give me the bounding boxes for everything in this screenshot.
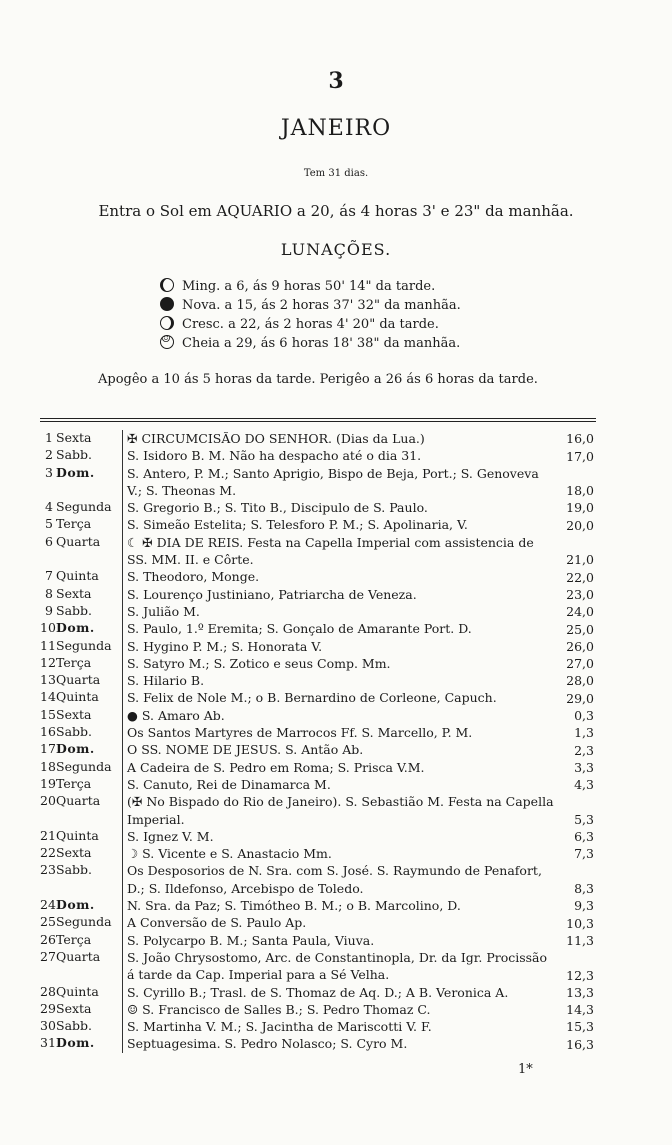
table-row: [40, 793, 596, 828]
day-number: 23: [40, 862, 56, 878]
signature-mark: 1*: [518, 1062, 533, 1077]
day-number: 14: [40, 689, 56, 705]
weekday: Quarta: [56, 672, 101, 688]
table-row: [40, 1035, 596, 1052]
table-row: [40, 603, 596, 620]
full-moon-icon: [160, 335, 174, 349]
day-description: ✠ CIRCUMCISÃO DO SENHOR. (Dias da Lua.): [122, 430, 557, 447]
day-description: S. Theodoro, Monge.: [122, 568, 557, 585]
moon-age: 22,0: [566, 569, 594, 585]
weekday: Terça: [56, 654, 92, 670]
table-row: [40, 1018, 596, 1035]
day-number: 24: [40, 897, 56, 913]
day-description: S. Hilario B.: [122, 672, 557, 689]
moon-age: 19,0: [566, 500, 594, 516]
weekday: Quarta: [56, 793, 101, 809]
weekday: Sexta: [56, 430, 92, 445]
lunation-full: [160, 335, 460, 351]
weekday: Dom.: [56, 620, 95, 636]
day-description: ☺ S. Francisco de Salles B.; S. Pedro Thomaz C.: [122, 1001, 557, 1018]
moon-age: 29,0: [566, 690, 594, 706]
calendar-table: [40, 430, 596, 1053]
day-number: 22: [40, 845, 56, 861]
moon-age: 17,0: [566, 448, 594, 464]
table-row: [40, 499, 596, 516]
table-row: [40, 620, 596, 637]
day-description: S. Ignez V. M.: [122, 828, 557, 845]
moon-age: 16,3: [566, 1036, 594, 1052]
weekday: Sabb.: [56, 602, 92, 618]
top-rule-double: [40, 421, 596, 422]
weekday: Dom.: [56, 1035, 95, 1051]
lunation-waxing: [160, 316, 439, 332]
weekday: Sabb.: [56, 724, 92, 740]
weekday: Dom.: [56, 741, 95, 757]
day-number: 26: [40, 931, 56, 947]
day-number: 8: [45, 585, 53, 601]
moon-age: 27,0: [566, 656, 594, 672]
day-number: 20: [40, 793, 56, 809]
day-number: 5: [45, 516, 53, 532]
moon-age: 4,3: [574, 777, 594, 793]
table-row: [40, 430, 596, 447]
day-number: 28: [40, 983, 56, 999]
weekday: Quinta: [56, 983, 99, 999]
table-row: [40, 932, 596, 949]
day-description: Septuagesima. S. Pedro Nolasco; S. Cyro M.: [122, 1035, 557, 1052]
moon-age: 23,0: [566, 586, 594, 602]
weekday: Sexta: [56, 845, 92, 861]
day-description: S. Gregorio B.; S. Tito B., Discipulo de S. Paulo.: [122, 499, 557, 516]
day-number: 17: [40, 741, 56, 757]
day-number: 19: [40, 775, 56, 791]
moon-age: 10,3: [566, 915, 594, 931]
lunation-text: Cresc. a 22, ás 2 horas 4' 20" da tarde.: [182, 317, 439, 332]
weekday: Sexta: [56, 706, 92, 722]
weekday: Sabb.: [56, 1018, 92, 1034]
moon-age: 20,0: [566, 517, 594, 533]
days-note: Tem 31 dias.: [303, 168, 369, 179]
weekday: Dom.: [56, 897, 95, 913]
waning-moon-icon: [160, 278, 174, 292]
lunation-new: [160, 297, 461, 313]
table-row: [40, 707, 596, 724]
day-number: 31: [40, 1035, 56, 1051]
moon-age: 2,3: [574, 742, 594, 758]
moon-age: 26,0: [566, 638, 594, 654]
day-number: 27: [40, 948, 56, 964]
weekday: Terça: [56, 775, 92, 791]
table-row: [40, 586, 596, 603]
weekday: Segunda: [56, 499, 112, 515]
moon-age: 11,3: [566, 932, 594, 948]
moon-age: 6,3: [574, 829, 594, 845]
day-description: S. Canuto, Rei de Dinamarca M.: [122, 776, 557, 793]
table-row: [40, 984, 596, 1001]
moon-age: 3,3: [574, 759, 594, 775]
moon-age: 5,3: [574, 811, 594, 827]
day-number: 16: [40, 724, 56, 740]
table-row: [40, 655, 596, 672]
lunation-text: Cheia a 29, ás 6 horas 18' 38" da manhãa.: [182, 336, 461, 351]
day-number: 12: [40, 654, 56, 670]
table-row: [40, 897, 596, 914]
table-row: [40, 534, 596, 569]
day-description: O SS. NOME DE JESUS. S. Antão Ab.: [122, 741, 557, 758]
moon-age: 28,0: [566, 673, 594, 689]
day-number: 30: [40, 1018, 56, 1034]
table-row: [40, 689, 596, 706]
table-row: [40, 949, 596, 984]
moon-age: 18,0: [566, 483, 594, 499]
table-row: [40, 828, 596, 845]
day-number: 21: [40, 827, 56, 843]
day-number: 15: [40, 706, 56, 722]
day-number: 29: [40, 1000, 56, 1016]
table-row: [40, 568, 596, 585]
table-row: [40, 759, 596, 776]
table-row: [40, 1001, 596, 1018]
day-description: (✠ No Bispado do Rio de Janeiro). S. Sebastião M. Festa na Capella Imperial.: [122, 793, 557, 828]
moon-age: 8,3: [574, 881, 594, 897]
day-description: ● S. Amaro Ab.: [122, 707, 557, 724]
day-number: 25: [40, 914, 56, 930]
day-number: 1: [45, 430, 53, 445]
table-row: [40, 672, 596, 689]
weekday: Quinta: [56, 689, 99, 705]
weekday: Sabb.: [56, 862, 92, 878]
moon-age: 13,3: [566, 984, 594, 1000]
new-moon-icon: [160, 297, 174, 311]
weekday: Segunda: [56, 758, 112, 774]
weekday: Segunda: [56, 914, 112, 930]
lunation-text: Ming. a 6, ás 9 horas 50' 14" da tarde.: [182, 279, 436, 294]
weekday: Quinta: [56, 568, 99, 584]
day-description: ☽ S. Vicente e S. Anastacio Mm.: [122, 845, 557, 862]
moon-age: 12,3: [566, 967, 594, 983]
day-description: A Cadeira de S. Pedro em Roma; S. Prisca V.M.: [122, 759, 557, 776]
moon-age: 0,3: [574, 708, 594, 724]
moon-age: 9,3: [574, 898, 594, 914]
moon-age: 14,3: [566, 1002, 594, 1018]
moon-age: 25,0: [566, 621, 594, 637]
day-description: A Conversão de S. Paulo Ap.: [122, 914, 557, 931]
sun-entry-note: Entra o Sol em AQUARIO a 20, ás 4 horas 3' e 23" da manhãa.: [98, 202, 574, 220]
day-number: 6: [45, 533, 53, 549]
day-description: S. Simeão Estelita; S. Telesforo P. M.; S. Apolinaria, V.: [122, 516, 557, 533]
weekday: Terça: [56, 516, 92, 532]
lunations-heading: LUNAÇÕES.: [280, 240, 392, 259]
day-description: S. Martinha V. M.; S. Jacintha de Mariscotti V. F.: [122, 1018, 557, 1035]
day-description: S. Lourenço Justiniano, Patriarcha de Veneza.: [122, 586, 557, 603]
table-row: [40, 776, 596, 793]
table-row: [40, 862, 596, 897]
day-description: S. Antero, P. M.; Santo Aprigio, Bispo de Beja, Port.; S. Genoveva V.; S. Theonas M.: [122, 465, 557, 500]
table-row: [40, 447, 596, 464]
page-number: 3: [328, 68, 344, 94]
moon-age: 1,3: [574, 725, 594, 741]
table-row: [40, 724, 596, 741]
moon-age: 15,3: [566, 1019, 594, 1035]
day-description: S. Felix de Nole M.; o B. Bernardino de Corleone, Capuch.: [122, 689, 557, 706]
day-description: S. Isidoro B. M. Não ha despacho até o dia 31.: [122, 447, 557, 464]
day-description: S. Hygino P. M.; S. Honorata V.: [122, 638, 557, 655]
weekday: Dom.: [56, 464, 95, 480]
month-title: JANEIRO: [280, 116, 392, 141]
table-row: [40, 914, 596, 931]
weekday: Sexta: [56, 1000, 92, 1016]
day-description: N. Sra. da Paz; S. Timótheo B. M.; o B. Marcolino, D.: [122, 897, 557, 914]
day-description: S. João Chrysostomo, Arc. de Constantinopla, Dr. da Igr. Procissão á tarde da Cap. Imperial para a Sé Velha.: [122, 949, 557, 984]
weekday: Sexta: [56, 585, 92, 601]
table-row: [40, 638, 596, 655]
table-row: [40, 516, 596, 533]
lunation-text: Nova. a 15, ás 2 horas 37' 32" da manhãa.: [182, 298, 461, 313]
table-row: [40, 845, 596, 862]
table-row: [40, 465, 596, 500]
day-description: S. Julião M.: [122, 603, 557, 620]
waxing-moon-icon: [160, 316, 174, 330]
day-number: 2: [45, 447, 53, 463]
day-description: S. Cyrillo B.; Trasl. de S. Thomaz de Aq. D.; A B. Veronica A.: [122, 984, 557, 1001]
day-description: S. Satyro M.; S. Zotico e seus Comp. Mm.: [122, 655, 557, 672]
day-number: 3: [45, 464, 53, 480]
day-description: Os Santos Martyres de Marrocos Ff. S. Marcello, P. M.: [122, 724, 557, 741]
day-number: 7: [45, 568, 53, 584]
weekday: Terça: [56, 931, 92, 947]
day-number: 9: [45, 602, 53, 618]
moon-age: 16,0: [566, 431, 594, 447]
day-description: S. Paulo, 1.º Eremita; S. Gonçalo de Amarante Port. D.: [122, 620, 557, 637]
top-rule: [40, 418, 596, 419]
table-row: [40, 741, 596, 758]
weekday: Quarta: [56, 533, 101, 549]
weekday: Quarta: [56, 948, 101, 964]
weekday: Quinta: [56, 827, 99, 843]
weekday: Sabb.: [56, 447, 92, 463]
day-number: 18: [40, 758, 56, 774]
day-number: 10: [40, 620, 56, 636]
day-number: 13: [40, 672, 56, 688]
lunation-waning: [160, 278, 435, 294]
moon-age: 7,3: [574, 846, 594, 862]
day-number: 4: [45, 499, 53, 515]
apogee-perigee-note: Apogêo a 10 ás 5 horas da tarde. Perigêo a 26 ás 6 horas da tarde.: [98, 372, 538, 387]
day-description: Os Desposorios de N. Sra. com S. José. S. Raymundo de Penafort, D.; S. Ildefonso, Arcebispo de Toledo.: [122, 862, 557, 897]
moon-age: 21,0: [566, 552, 594, 568]
weekday: Segunda: [56, 637, 112, 653]
moon-age: 24,0: [566, 604, 594, 620]
day-number: 11: [40, 637, 56, 653]
day-description: S. Polycarpo B. M.; Santa Paula, Viuva.: [122, 932, 557, 949]
day-description: ☾ ✠ DIA DE REIS. Festa na Capella Imperial com assistencia de SS. MM. II. e Côrte.: [122, 534, 557, 569]
